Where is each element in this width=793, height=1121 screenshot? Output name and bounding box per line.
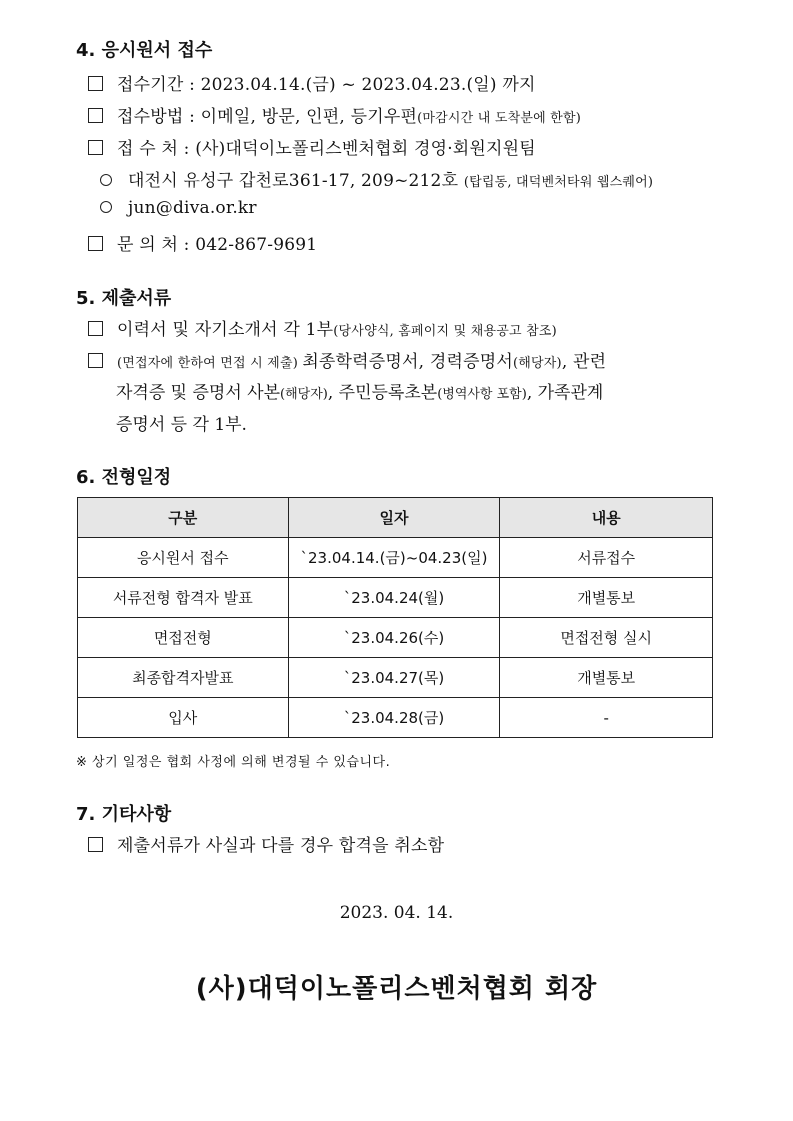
circle-bullet-icon	[100, 174, 112, 186]
address-line	[100, 166, 653, 191]
place-label: 접 수 처 :	[117, 139, 196, 159]
table-cell: 면접전형	[78, 618, 289, 658]
table-cell: 최종합격자발표	[78, 658, 289, 698]
doc-item-2-line2-c: , 가족관계	[526, 383, 604, 403]
method-value: 이메일, 방문, 인편, 등기우편	[200, 107, 418, 127]
address-note: (탑립동, 대덕벤처타워 웹스퀘어)	[463, 175, 654, 190]
table-cell: 개별통보	[500, 658, 713, 698]
section-7-title: 7. 기타사항	[76, 804, 172, 825]
checkbox-icon	[88, 140, 103, 155]
document-date: 2023. 04. 14.	[339, 903, 454, 923]
email[interactable]: jun@diva.or.kr	[128, 198, 257, 218]
table-cell: 서류접수	[500, 538, 713, 578]
contact-line	[88, 230, 317, 255]
doc-item-2-line2-b: , 주민등록초본	[327, 383, 438, 403]
table-cell: 입사	[78, 698, 289, 738]
column-header: 일자	[288, 498, 500, 538]
table-cell: 개별통보	[500, 578, 713, 618]
table-cell: `23.04.27(목)	[288, 658, 500, 698]
checkbox-icon	[88, 236, 103, 251]
table-cell: -	[500, 698, 713, 738]
section-4-title: 4. 응시원서 접수	[76, 40, 213, 61]
method-label: 접수방법 :	[117, 107, 201, 127]
column-header: 내용	[500, 498, 713, 538]
table-row	[78, 658, 713, 698]
signature-org: (사)대덕이노폴리스벤처협회 회장	[195, 974, 598, 1004]
checkbox-icon	[88, 837, 103, 852]
contact-value: 042-867-9691	[195, 235, 318, 255]
column-header: 구분	[78, 498, 289, 538]
table-cell: `23.04.24(월)	[288, 578, 500, 618]
misc-item-1	[88, 831, 444, 856]
doc-item-1-main: 이력서 및 자기소개서 각 1부	[117, 320, 334, 340]
checkbox-icon	[88, 76, 103, 91]
doc-item-1	[88, 315, 557, 340]
table-row	[78, 578, 713, 618]
table-cell: `23.04.28(금)	[288, 698, 500, 738]
address: 대전시 유성구 갑천로361-17, 209~212호	[128, 171, 464, 191]
doc-item-2	[88, 347, 606, 372]
checkbox-icon	[88, 353, 103, 368]
circle-bullet-icon	[100, 201, 112, 213]
doc-item-2-main-a: 최종학력증명서, 경력증명서	[302, 352, 513, 372]
table-header-row	[78, 498, 713, 538]
table-cell: 서류전형 합격자 발표	[78, 578, 289, 618]
schedule-table	[77, 497, 713, 738]
doc-item-2-main-b: , 관련	[561, 352, 607, 372]
table-cell: `23.04.14.(금)~04.23(일)	[288, 538, 500, 578]
table-row	[78, 538, 713, 578]
period-value: 2023.04.14.(금) ~ 2023.04.23.(일) 까지	[200, 75, 536, 95]
doc-item-1-note: (당사양식, 홈페이지 및 채용공고 참조)	[333, 324, 557, 339]
table-cell: 응시원서 접수	[78, 538, 289, 578]
misc-item-1-text: 제출서류가 사실과 다를 경우 합격을 취소함	[117, 836, 445, 856]
checkbox-icon	[88, 321, 103, 336]
period-line	[88, 70, 536, 95]
doc-item-2-note-a: (면접자에 한하여 면접 시 제출)	[117, 356, 303, 371]
table-row	[78, 618, 713, 658]
doc-item-2-line2-note-a: (해당자)	[280, 387, 328, 402]
table-row	[78, 698, 713, 738]
place-value: (사)대덕이노폴리스벤처협회 경영·회원지원팀	[195, 139, 536, 159]
doc-item-2-line-2	[116, 378, 603, 403]
method-line	[88, 102, 581, 127]
method-note: (마감시간 내 도착분에 한함)	[417, 111, 581, 126]
email-line	[100, 198, 257, 218]
checkbox-icon	[88, 108, 103, 123]
table-cell: 면접전형 실시	[500, 618, 713, 658]
section-5-title: 5. 제출서류	[76, 288, 172, 309]
table-cell: `23.04.26(수)	[288, 618, 500, 658]
schedule-note: ※ 상기 일정은 협회 사정에 의해 변경될 수 있습니다.	[76, 755, 391, 770]
period-label: 접수기간 :	[117, 75, 201, 95]
doc-item-2-line2-note-b: (병역사항 포함)	[437, 387, 527, 402]
contact-label: 문 의 처 :	[117, 235, 196, 255]
doc-item-2-line-3: 증명서 등 각 1부.	[116, 415, 247, 435]
place-line	[88, 134, 536, 159]
doc-item-2-note-b: (해당자)	[512, 356, 562, 371]
section-6-title: 6. 전형일정	[76, 467, 172, 488]
doc-item-2-line2-a: 자격증 및 증명서 사본	[116, 383, 281, 403]
